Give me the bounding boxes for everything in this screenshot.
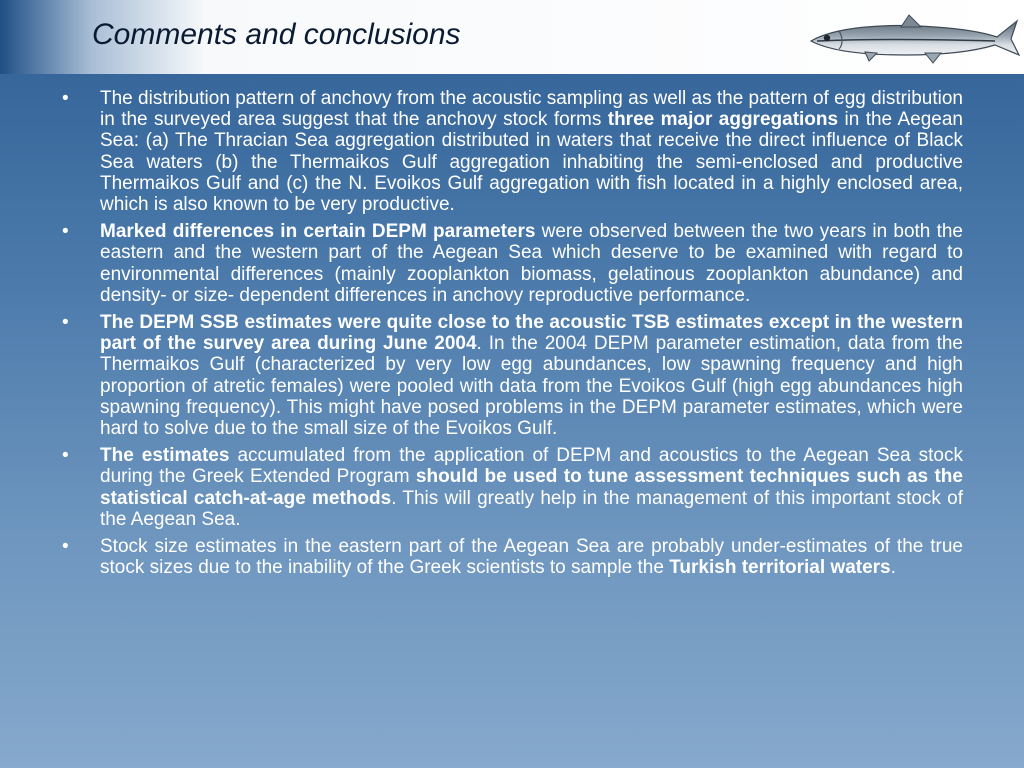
bold-segment: three major aggregations	[607, 109, 839, 131]
bullet-text	[100, 312, 963, 439]
bullet-marker: •	[62, 221, 69, 243]
bullet-marker: •	[62, 312, 69, 334]
text-segment: .	[890, 557, 896, 579]
bullet-text	[100, 221, 963, 306]
bullet-text	[100, 536, 963, 578]
bullet-item	[62, 221, 963, 306]
bold-segment: should be used to tune assessment techniques such as the statistical catch-at-age methods	[100, 466, 963, 509]
bullet-item	[62, 536, 963, 578]
bold-segment: Marked differences in certain DEPM parameters	[100, 221, 536, 243]
bullet-text	[100, 88, 963, 215]
text-segment: . In the 2004 DEPM parameter estimation, data from the Thermaikos Gulf (characterized by very low egg abundances, low spawning frequency and high proportion of atretic females) were pooled with data from the Evoikos Gulf (high egg abundances high spawning frequency). This might have posed problems in the DEPM parameter estimates, which were hard to solve due to the small size of the Evoikos Gulf.	[100, 333, 963, 440]
bullet-item	[62, 445, 963, 530]
bullet-marker: •	[62, 445, 69, 467]
text-segment: . This will greatly help in the management of this important stock of the Aegean Sea.	[100, 487, 963, 530]
bold-segment: The estimates	[100, 445, 230, 467]
bullet-text	[100, 445, 963, 530]
text-segment: accumulated from the application of DEPM and acoustics to the Aegean Sea stock during the Greek Extended Program	[100, 445, 963, 488]
anchovy-fish-icon	[805, 5, 1023, 69]
bold-segment: The DEPM SSB estimates were quite close to the acoustic TSB estimates except in the western part of the survey area during June 2004	[100, 312, 963, 355]
bullet-marker: •	[62, 536, 69, 558]
slide-body	[62, 88, 963, 584]
bullet-marker: •	[62, 88, 69, 109]
bullet-item	[62, 88, 963, 215]
bullet-list	[62, 88, 963, 578]
bold-segment: Turkish territorial waters	[669, 557, 891, 579]
bullet-item	[62, 312, 963, 439]
text-segment: Stock size estimates in the eastern part of the Aegean Sea are probably under-estimates of the true stock sizes due to the inability of the Greek scientists to sample the	[100, 536, 963, 579]
text-segment: were observed between the two years in both the eastern and the western part of the Aegean Sea which deserve to be examined with regard to environmental differences (mainly zooplankton biomass, gelatinous zooplankton abundance) and density- or size- dependent differences in anchovy reproductive performance.	[100, 221, 963, 306]
slide-title: Comments and conclusions	[92, 18, 461, 51]
text-segment: in the Aegean Sea: (a) The Thracian Sea aggregation distributed in waters that receive the direct influence of Black Sea waters (b) the Thermaikos Gulf aggregation inhabiting the semi-enclosed and productive Thermaikos Gulf and (c) the N. Evoikos Gulf aggregation with fish located in a highly enclosed area, which is also known to be very productive.	[100, 109, 964, 216]
text-segment: The distribution pattern of anchovy from the acoustic sampling as well as the pattern of egg distribution in the surveyed area suggest that the anchovy stock forms	[100, 88, 963, 131]
slide-header	[0, 0, 1024, 74]
